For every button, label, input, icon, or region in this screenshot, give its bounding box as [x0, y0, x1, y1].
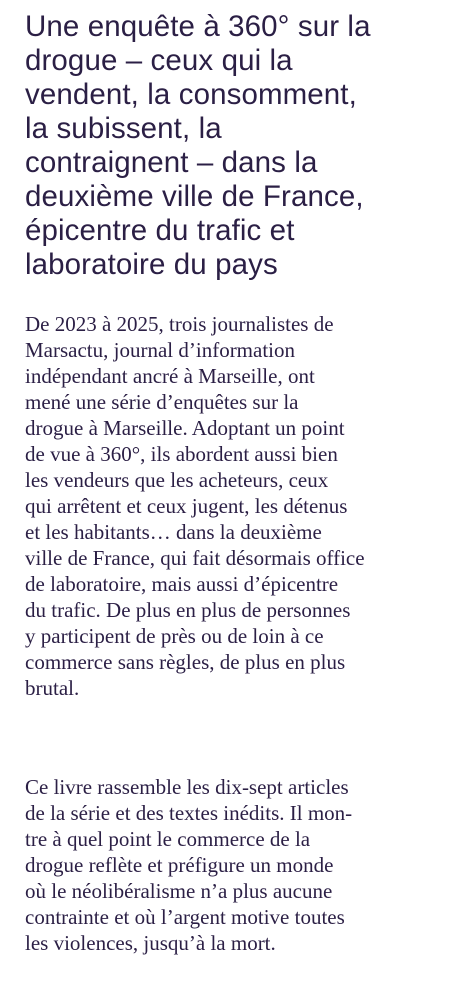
paragraph-line: De 2023 à 2025, trois journalistes de — [25, 312, 334, 336]
headline-line: contraignent – dans la — [25, 146, 318, 179]
paragraph-line: et les habitants… dans la deuxième — [25, 520, 322, 544]
headline-line: deuxième ville de France, — [25, 180, 364, 213]
paragraph-line: Ce livre rassemble les dix-sept articles — [25, 775, 349, 799]
paragraph-line: les violences, jusqu’à la mort. — [25, 931, 276, 955]
paragraph-line: qui arrêtent et ceux jugent, les détenus — [25, 494, 348, 518]
headline-line: Une enquête à 360° sur la — [25, 10, 371, 43]
paragraph-line: ville de France, qui fait désormais office — [25, 546, 365, 570]
paragraph-line: tre à quel point le commerce de la — [25, 827, 311, 851]
paragraph-line: commerce sans règles, de plus en plus — [25, 650, 346, 674]
headline-line: la subissent, la — [25, 112, 222, 145]
description-paragraph-2 — [25, 774, 435, 956]
paragraph-line: du trafic. De plus en plus de personnes — [25, 598, 351, 622]
headline-line: drogue – ceux qui la — [25, 44, 293, 77]
description-paragraph-1 — [25, 311, 435, 701]
paragraph-line: de la série et des textes inédits. Il mon- — [25, 801, 353, 825]
headline-line: vendent, la consomment, — [25, 78, 357, 111]
headline-line: laboratoire du pays — [25, 248, 278, 281]
headline — [25, 10, 435, 282]
paragraph-line: brutal. — [25, 676, 80, 700]
paragraph-line: les vendeurs que les acheteurs, ceux — [25, 468, 329, 492]
paragraph-line: Marsactu, journal d’information — [25, 338, 296, 362]
paragraph-line: drogue reflète et préfigure un monde — [25, 853, 334, 877]
paragraph-line: de vue à 360°, ils abordent aussi bien — [25, 442, 338, 466]
headline-line: épicentre du trafic et — [25, 214, 295, 247]
paragraph-line: indépendant ancré à Marseille, ont — [25, 364, 315, 388]
paragraph-line: mené une série d’enquêtes sur la — [25, 390, 299, 414]
paragraph-line: contrainte et où l’argent motive toutes — [25, 905, 345, 929]
paragraph-line: où le néolibéralisme n’a plus aucune — [25, 879, 333, 903]
paragraph-line: drogue à Marseille. Adoptant un point — [25, 416, 345, 440]
paragraph-line: de laboratoire, mais aussi d’épicentre — [25, 572, 339, 596]
paragraph-line: y participent de près ou de loin à ce — [25, 624, 324, 648]
